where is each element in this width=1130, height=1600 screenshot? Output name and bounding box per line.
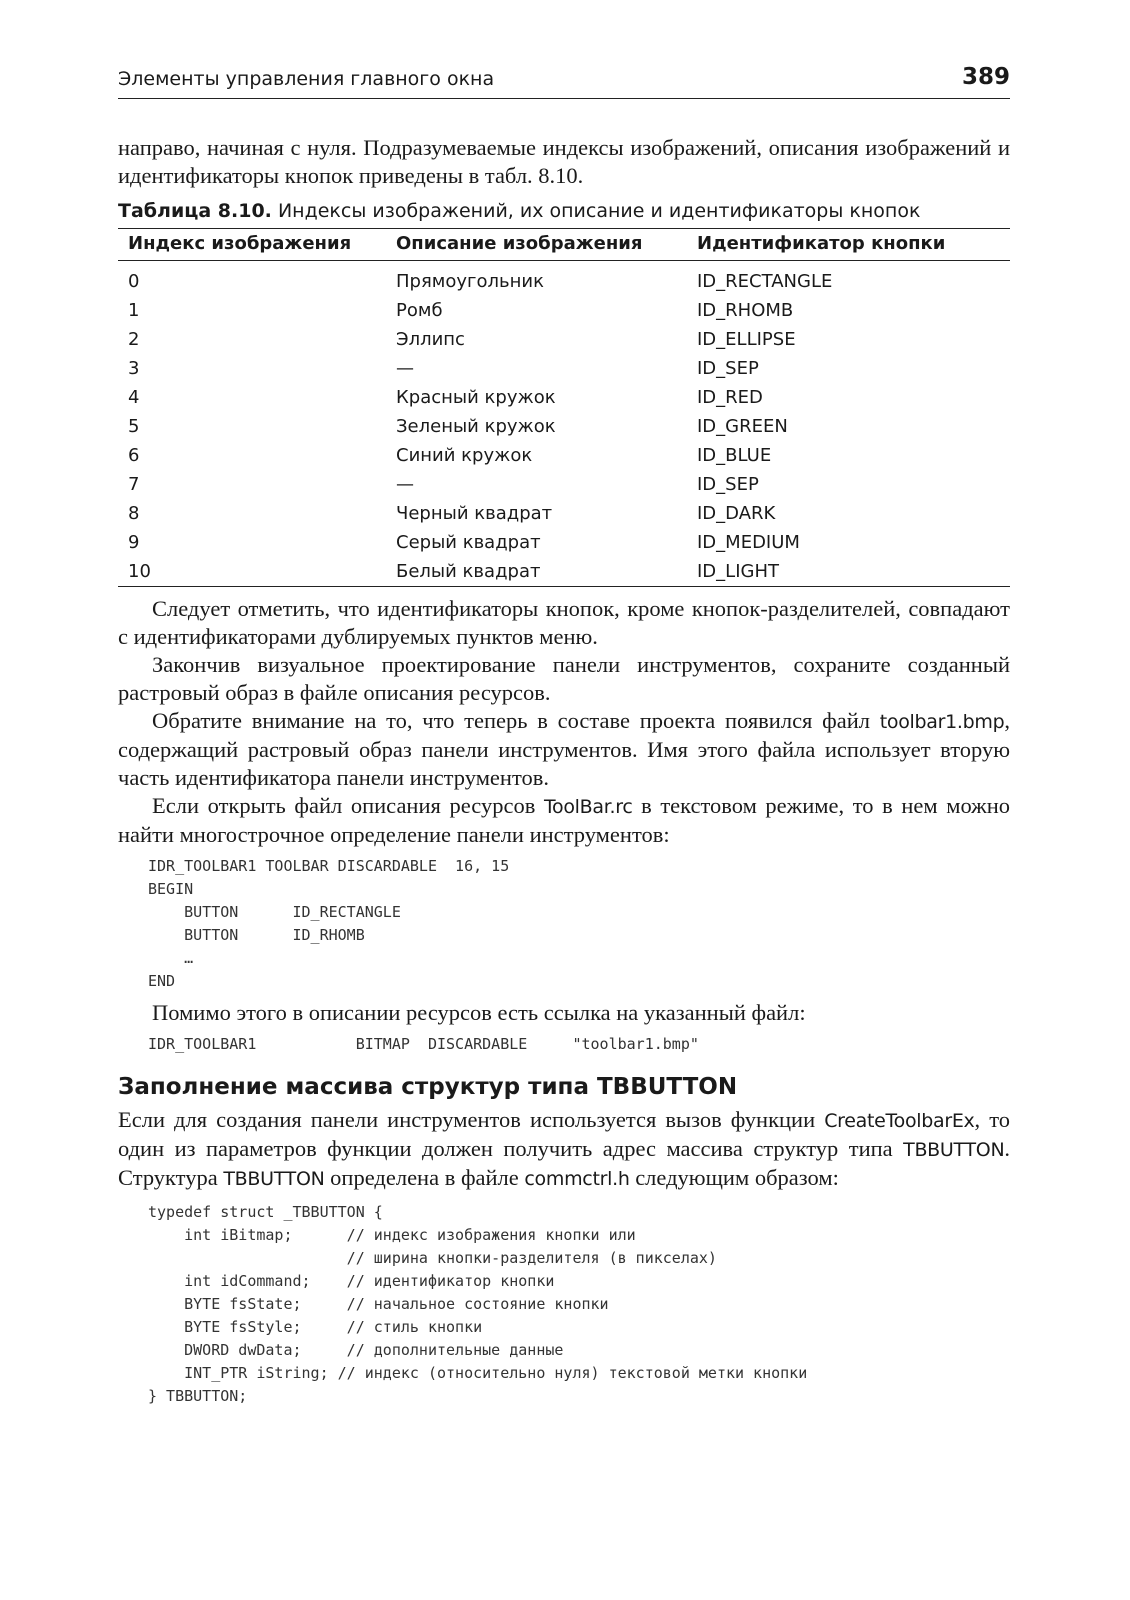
code-block-tbbutton-struct: typedef struct _TBBUTTON { int iBitmap; // индекс изображения кнопки или // ширина кнопки-разделителя (в пикселах) int idCommand; // идентификатор кнопки BYTE fsState; // начальное состояние кнопки BYTE fsStyle; // стиль кнопки DWORD dwData; // дополнительные данные INT_PTR iString; // индекс (относительно нуля) текстовой метки кнопки } TBBUTTON; — [148, 1203, 808, 1405]
table-cell: ID_BLUE — [697, 445, 772, 466]
intro-paragraph: направо, начиная с нуля. Подразумеваемые индексы изображений, описания изображений и идентификаторы кнопок приведены в табл. 8.10. — [118, 135, 1010, 188]
table-cell: ID_RECTANGLE — [697, 271, 833, 292]
table-cell: ID_SEP — [697, 358, 759, 379]
column-header: Идентификатор кнопки — [687, 229, 1010, 261]
table-cell: 0 — [128, 271, 140, 292]
table-cell: — — [396, 474, 414, 495]
column-header: Описание изображения — [386, 229, 687, 261]
table-cell: Ромб — [396, 300, 443, 321]
table-row — [118, 441, 1010, 470]
text-run: . Структура — [118, 1136, 1010, 1190]
paragraph-save-resource: Закончив визуальное проектирование панели инструментов, сохраните созданный растровый образ в файле описания ресурсов. — [118, 652, 1010, 705]
table-row — [118, 383, 1010, 412]
paragraph-bitmap-link: Помимо этого в описании ресурсов есть ссылка на указанный файл: — [152, 1000, 806, 1025]
text-run: Если для создания панели инструментов используется вызов функции — [118, 1107, 825, 1132]
table-cell: 2 — [128, 329, 140, 350]
paragraph-tbbutton-intro — [118, 1106, 1010, 1193]
table-cell: 3 — [128, 358, 140, 379]
table-cell: ID_ELLIPSE — [697, 329, 796, 350]
table-cell: 1 — [128, 300, 140, 321]
table-cell: 8 — [128, 503, 140, 524]
inline-code-function: CreateToolbarEx — [824, 1110, 975, 1132]
running-header — [118, 64, 1010, 99]
table-cell: ID_MEDIUM — [697, 532, 800, 553]
text-run: , то один из параметров функции должен получить адрес массива структур типа — [118, 1107, 1010, 1161]
table-cell: 7 — [128, 474, 140, 495]
table-row — [118, 528, 1010, 557]
table-cell: Прямоугольник — [396, 271, 544, 292]
section-heading: Заполнение массива структур типа TBBUTTON — [118, 1074, 738, 1100]
column-header: Индекс изображения — [118, 229, 386, 261]
code-block-toolbar-resource: IDR_TOOLBAR1 TOOLBAR DISCARDABLE 16, 15 BEGIN BUTTON ID_RECTANGLE BUTTON ID_RHOMB … END — [148, 857, 510, 990]
table-cell: Белый квадрат — [396, 561, 541, 582]
paragraph-separators-note: Следует отметить, что идентификаторы кнопок, кроме кнопок-разделителей, совпадают с идентификаторами дублируемых пунктов меню. — [118, 596, 1010, 649]
code-block-bitmap-resource: IDR_TOOLBAR1 BITMAP DISCARDABLE "toolbar1.bmp" — [148, 1035, 699, 1053]
table-cell: ID_DARK — [697, 503, 776, 524]
table-cell: ID_GREEN — [697, 416, 788, 437]
table-cell: — — [396, 358, 414, 379]
table-caption-label: Таблица 8.10. — [118, 200, 272, 222]
table-cell: Черный квадрат — [396, 503, 553, 524]
page-body — [118, 134, 1010, 1408]
table-cell: Эллипс — [396, 329, 465, 350]
text-run: следующим образом: — [629, 1165, 839, 1190]
inline-code-filename: ToolBar.rc — [543, 796, 633, 818]
table-cell: Зеленый кружок — [396, 416, 556, 437]
table-cell: ID_SEP — [697, 474, 759, 495]
table-cell: Серый квадрат — [396, 532, 541, 553]
table-row — [118, 499, 1010, 528]
table-header-row — [118, 229, 1010, 261]
paragraph-rc-file — [118, 792, 1010, 849]
table-cell: 9 — [128, 532, 140, 553]
paragraph-toolbar-bmp — [118, 707, 1010, 792]
table-cell: 6 — [128, 445, 140, 466]
image-index-table — [118, 228, 1010, 587]
text-run: в текстовом режиме, то в нем можно найти многострочное определение панели инструментов: — [118, 793, 1010, 847]
page-number: 389 — [961, 64, 1010, 90]
table-row — [118, 325, 1010, 354]
table-caption — [118, 200, 1010, 222]
table-caption-text: Индексы изображений, их описание и идентификаторы кнопок — [277, 200, 921, 222]
inline-code-type: TBBUTTON — [223, 1168, 325, 1190]
inline-code-filename: commctrl.h — [524, 1168, 630, 1190]
table-row — [118, 470, 1010, 499]
table-row — [118, 557, 1010, 587]
table-cell: Синий кружок — [396, 445, 533, 466]
table-cell: 5 — [128, 416, 140, 437]
table-cell: ID_RHOMB — [697, 300, 794, 321]
table-row — [118, 354, 1010, 383]
table-row — [118, 296, 1010, 325]
table-row — [118, 261, 1010, 297]
running-title: Элементы управления главного окна — [118, 68, 495, 90]
table-row — [118, 412, 1010, 441]
text-run: Если открыть файл описания ресурсов — [152, 793, 544, 818]
inline-code-type: TBBUTTON — [903, 1139, 1005, 1161]
text-run: Обратите внимание на то, что теперь в составе проекта появился файл — [152, 708, 880, 733]
table-cell: Красный кружок — [396, 387, 556, 408]
text-run: , содержащий растровый образ панели инструментов. Имя этого файла использует вторую часть идентификатора панели инструментов. — [118, 708, 1010, 790]
table-cell: ID_RED — [697, 387, 763, 408]
table-cell: ID_LIGHT — [697, 561, 779, 582]
inline-code-filename: toolbar1.bmp — [879, 711, 1005, 733]
table-cell: 4 — [128, 387, 140, 408]
table-cell: 10 — [128, 561, 151, 582]
text-run: определена в файле — [324, 1165, 525, 1190]
